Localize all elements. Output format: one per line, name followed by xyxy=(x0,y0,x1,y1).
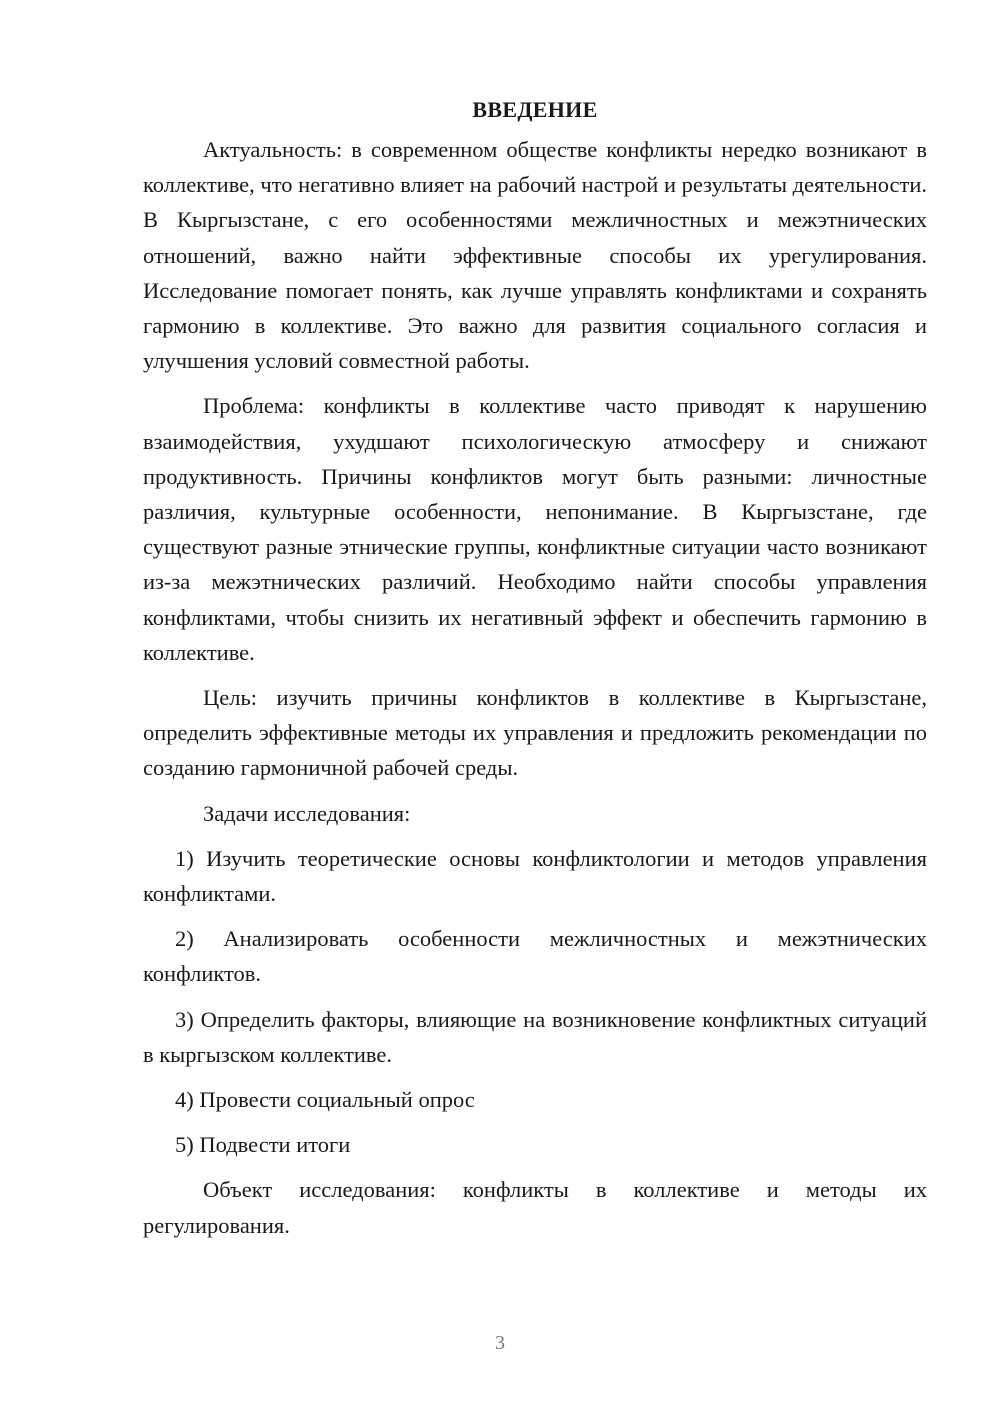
paragraph-goal: Цель: изучить причины конфликтов в коллективе в Кыргызстане, определить эффективные методы их управления и предложить рекомендации по созданию гармоничной рабочей среды. xyxy=(143,685,927,781)
paragraph-object: Объект исследования: конфликты в коллективе и методы их регулирования. xyxy=(143,1177,927,1238)
task-item-2: 2) Анализировать особенности межличностных и межэтнических конфликтов. xyxy=(143,926,927,987)
document-page xyxy=(143,92,927,1243)
page-number: 3 xyxy=(495,1332,505,1354)
paragraph-relevance: Актуальность: в современном обществе конфликты нередко возникают в коллективе, что негативно влияет на рабочий настрой и результаты деятельности. В Кыргызстане, с его особенностями межличностных и межэтнических отношений, важно найти эффективные способы их урегулирования. Исследование помогает понять, как лучше управлять конфликтами и сохранять гармонию в коллективе. Это важно для развития социального согласия и улучшения условий совместной работы. xyxy=(143,137,927,374)
tasks-heading: Задачи исследования: xyxy=(203,800,411,826)
task-item-4: 4) Провести социальный опрос xyxy=(175,1087,475,1113)
document-title: ВВЕДЕНИЕ xyxy=(472,97,598,122)
task-item-3: 3) Определить факторы, влияющие на возникновение конфликтных ситуаций в кыргызском коллективе. xyxy=(143,1006,927,1067)
task-item-1: 1) Изучить теоретические основы конфликтологии и методов управления конфликтами. xyxy=(143,845,927,907)
paragraph-problem: Проблема: конфликты в коллективе часто приводят к нарушению взаимодействия, ухудшают психологическую атмосферу и снижают продуктивность. Причины конфликтов могут быть разными: личностные различия, культурные особенности, непонимание. В Кыргызстане, где существуют разные этнические группы, конфликтные ситуации часто возникают из-за межэтнических различий. Необходимо найти способы управления конфликтами, чтобы снизить их негативный эффект и обеспечить гармонию в коллективе. xyxy=(143,393,927,665)
task-list xyxy=(143,841,927,1163)
task-item-5: 5) Подвести итоги xyxy=(175,1132,351,1158)
